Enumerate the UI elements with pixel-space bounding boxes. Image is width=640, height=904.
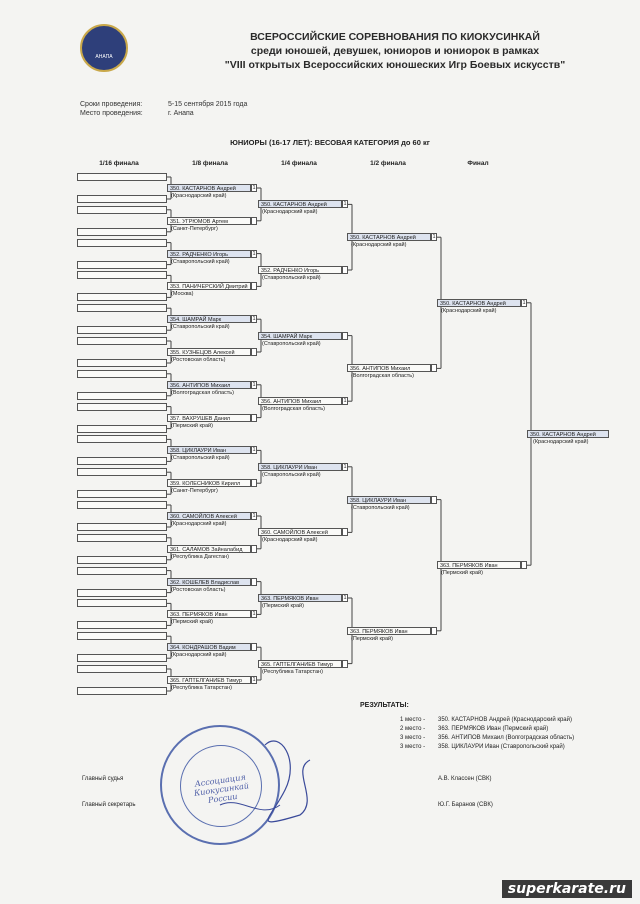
round-16-slot [77, 687, 167, 695]
secretary-name: Ю.Г. Баранов (СВК) [438, 802, 493, 808]
r8-entry-8-region: (Пермский край) [171, 422, 213, 429]
r8-entry-11-region: (Краснодарский край) [171, 521, 227, 527]
r8-entry-13-region: (Ростовская область) [171, 586, 226, 593]
r4-entry-7-score: 1 [343, 595, 347, 601]
secretary-label: Главный секретарь [82, 802, 136, 808]
r8-entry-7-score: 1 [252, 381, 256, 388]
round-16-slot [77, 261, 167, 269]
round-16-slot [77, 567, 167, 575]
r4-entry-4-region: (Волгоградская область) [262, 406, 325, 413]
r8-entry-7-name: 356. АНТИПОВ Михаил [167, 381, 251, 389]
round-16-slot [77, 654, 167, 662]
r4-entry-3-region: (Ставропольский край) [262, 340, 321, 347]
r4-entry-7-region: (Пермский край) [262, 603, 304, 609]
round-16-slot [77, 599, 167, 607]
round-16-slot [77, 392, 167, 400]
result-place-3b: 3 место - [400, 744, 426, 750]
r8-entry-1-region: (Краснодарский край) [171, 193, 227, 199]
r4-entry-8-region: (Республика Татарстан) [262, 668, 323, 675]
result-place-3a: 3 место - [400, 735, 426, 741]
round-16-slot [77, 523, 167, 531]
final-entry-1-name: 350. КАСТАРНОВ Андрей [437, 299, 521, 307]
r8-entry-3-name: 352. РАДЧЕНКО Игорь [167, 250, 251, 258]
result-place-1: 1 место - [400, 717, 426, 723]
r8-entry-13-name: 362. КОШЕЛЕВ Владислав [167, 578, 251, 586]
r2-entry-1-region: (Краснодарский край) [351, 242, 407, 249]
r8-entry-6-name: 355. КУЗНЕЦОВ Алексей [167, 348, 251, 356]
r4-entry-7-name: 363. ПЕРМЯКОВ Иван [258, 594, 342, 602]
r8-entry-5-score: 1 [252, 316, 256, 323]
round-16-slot [77, 665, 167, 673]
round-16-slot [77, 632, 167, 640]
round-16-slot [77, 468, 167, 476]
r4-entry-1-score: 1 [343, 201, 347, 208]
title-line-2: среди юношей, девушек, юниоров и юниорок в рамках [250, 45, 540, 57]
result-text-3a: 356. АНТИПОВ Михаил (Волгоградская область) [438, 735, 575, 741]
round-16-slot [77, 271, 167, 279]
round-16-slot [77, 425, 167, 433]
round-16-slot [77, 239, 167, 247]
r4-entry-5-score: 1 [343, 463, 347, 470]
r2-entry-4-region: (Пермский край) [351, 635, 393, 642]
round-header-8: 1/8 финала [192, 160, 228, 167]
r8-entry-6-region: (Ростовская область) [171, 357, 226, 363]
r2-entry-3-region: (Ставропольский край) [351, 504, 410, 511]
round-16-slot [77, 228, 167, 236]
r8-entry-11-name: 360. САМОЙЛОВ Алексей [167, 512, 251, 520]
r4-entry-2-score [342, 266, 348, 274]
r8-entry-12-region: (Республика Дагестан) [171, 553, 230, 560]
result-text-1: 350. КАСТАРНОВ Андрей (Краснодарский край) [438, 717, 572, 723]
result-place-2: 2 место - [400, 726, 426, 732]
round-16-slot [77, 337, 167, 345]
round-16-slot [77, 403, 167, 411]
r8-entry-6-score [251, 348, 257, 356]
place-value: г. Анапа [168, 110, 194, 117]
r4-entry-8-name: 365. ГАПТЕЛГАНИЕВ Тимур [258, 660, 342, 668]
logo-text: АНАПА [95, 54, 113, 60]
r8-entry-10-score [251, 479, 257, 487]
result-text-2: 363. ПЕРМЯКОВ Иван (Пермский край) [438, 726, 549, 732]
round-16-slot [77, 501, 167, 509]
round-16-slot [77, 589, 167, 597]
round-16-slot [77, 490, 167, 498]
round-header-2: 1/2 финала [370, 160, 406, 167]
r8-entry-16-region: (Республика Татарстан) [171, 685, 232, 691]
final-entry-2-score [521, 561, 527, 569]
r4-entry-6-name: 360. САМОЙЛОВ Алексей [258, 528, 342, 536]
final-entry-2-name: 363. ПЕРМЯКОВ Иван [437, 561, 521, 569]
round-header-final: Финал [467, 160, 489, 167]
results-title: РЕЗУЛЬТАТЫ: [360, 702, 409, 709]
round-16-slot [77, 195, 167, 203]
r4-entry-5-name: 358. ЦИКЛАУРИ Иван [258, 463, 342, 471]
r8-entry-5-name: 354. ШАМРАЙ Марк [167, 315, 251, 323]
r8-entry-3-score: 1 [252, 250, 256, 257]
dates-label: Сроки проведения: [80, 101, 143, 108]
round-16-slot [77, 457, 167, 465]
round-16-slot [77, 206, 167, 214]
r8-entry-2-score [251, 217, 257, 225]
round-16-slot [77, 556, 167, 564]
r8-entry-10-name: 359. КОЛЕСНИКОВ Кирилл [167, 479, 251, 487]
round-16-slot [77, 534, 167, 542]
r2-entry-4-name: 363. ПЕРМЯКОВ Иван [347, 627, 431, 635]
r8-entry-2-region: (Санкт-Петербург) [171, 225, 218, 232]
round-16-slot [77, 304, 167, 312]
judge-label: Главный судья [82, 776, 124, 782]
r4-entry-1-region: (Краснодарский край) [262, 209, 318, 216]
r8-entry-12-score [251, 545, 257, 553]
r2-entry-3-score [431, 496, 437, 504]
stamp-inner-ring [180, 745, 262, 827]
r8-entry-4-region: (Москва) [171, 291, 194, 298]
winner-region: (Краснодарский край) [533, 439, 589, 445]
r8-entry-2-name: 351. УГРЮМОВ Артем [167, 217, 251, 225]
r8-entry-9-score: 1 [252, 447, 256, 454]
round-16-slot [77, 173, 167, 181]
watermark: superkarate.ru [502, 880, 632, 898]
r8-entry-5-region: (Ставропольский край) [171, 324, 230, 331]
r4-entry-3-name: 354. ШАМРАЙ Марк [258, 332, 342, 340]
title-line-1: ВСЕРОССИЙСКИЕ СОРЕВНОВАНИЯ ПО КИОКУСИНКАЙ [250, 31, 540, 43]
final-entry-2-region: (Пермский край) [441, 570, 483, 577]
r8-entry-14-name: 363. ПЕРМЯКОВ Иван [167, 610, 251, 618]
r4-entry-4-name: 356. АНТИПОВ Михаил [258, 397, 342, 405]
winner-name: 350. КАСТАРНОВ Андрей [527, 430, 609, 438]
r4-entry-5-region: (Ставропольский край) [262, 471, 321, 478]
judge-name: А.В. Классен (СВК) [438, 776, 492, 782]
r8-entry-15-region: (Краснодарский край) [171, 652, 227, 659]
r8-entry-4-name: 353. ПАНИЧЕРСКИЙ Дмитрий [167, 282, 251, 290]
r8-entry-9-region: (Ставропольский край) [171, 455, 230, 462]
r8-entry-16-score: 1 [252, 677, 256, 683]
round-header-4: 1/4 финала [281, 160, 317, 167]
r2-entry-1-name: 350. КАСТАРНОВ Андрей [347, 233, 431, 241]
r4-entry-6-region: (Краснодарский край) [262, 537, 318, 544]
r8-entry-8-score [251, 414, 257, 422]
round-16-slot [77, 359, 167, 367]
dates-value: 5-15 сентября 2015 года [168, 101, 248, 108]
round-16-slot [77, 435, 167, 443]
r8-entry-8-name: 357. ВАХРУШЕВ Данил [167, 414, 251, 422]
r8-entry-15-score [251, 643, 257, 651]
place-label: Место проведения: [80, 110, 143, 117]
r8-entry-7-region: (Волгоградская область) [171, 389, 234, 396]
r4-entry-2-region: (Ставропольский край) [262, 275, 321, 281]
official-stamp [160, 725, 280, 845]
result-text-3b: 358. ЦИКЛАУРИ Иван (Ставропольский край) [438, 744, 565, 750]
r4-entry-2-name: 352. РАДЧЕНКО Игорь [258, 266, 342, 274]
r2-entry-2-region: (Волгоградская область) [351, 373, 414, 380]
r2-entry-1-score: 1 [432, 234, 436, 241]
stamp-text: Ассоциация Киокусинкай России [193, 772, 250, 805]
r8-entry-13-score [251, 578, 257, 586]
r2-entry-4-score [431, 627, 437, 635]
round-16-slot [77, 326, 167, 334]
r8-entry-1-score: 1 [252, 185, 256, 191]
r4-entry-3-score [342, 332, 348, 340]
round-16-slot [77, 621, 167, 629]
r4-entry-6-score [342, 528, 348, 536]
r8-entry-11-score: 1 [252, 513, 256, 519]
r8-entry-4-score [251, 282, 257, 290]
category-title: ЮНИОРЫ (16-17 ЛЕТ): ВЕСОВАЯ КАТЕГОРИЯ до 60 кг [230, 138, 430, 147]
r8-entry-3-region: (Ставропольский край) [171, 258, 230, 265]
r8-entry-10-region: (Санкт-Петербург) [171, 488, 218, 495]
r4-entry-1-name: 350. КАСТАРНОВ Андрей [258, 200, 342, 208]
final-entry-1-score: 1 [522, 299, 526, 306]
r8-entry-9-name: 358. ЦИКЛАУРИ Иван [167, 446, 251, 454]
r8-entry-1-name: 350. КАСТАРНОВ Андрей [167, 184, 251, 192]
r4-entry-8-score [342, 660, 348, 668]
round-16-slot [77, 370, 167, 378]
r8-entry-14-region: (Пермский край) [171, 619, 213, 626]
r2-entry-2-name: 356. АНТИПОВ Михаил [347, 364, 431, 372]
r2-entry-3-name: 358. ЦИКЛАУРИ Иван [347, 496, 431, 504]
round-header-16: 1/16 финала [99, 160, 139, 167]
r2-entry-2-score [431, 364, 437, 372]
round-16-slot [77, 293, 167, 301]
final-entry-1-region: (Краснодарский край) [441, 307, 497, 314]
title-line-3: "VIII открытых Всероссийских юношеских Игр Боевых искусств" [224, 59, 566, 71]
r8-entry-16-name: 365. ГАПТЕЛГАНИЕВ Тимур [167, 676, 251, 684]
r8-entry-15-name: 364. КОНДРАШОВ Вадим [167, 643, 251, 651]
r8-entry-14-score: 1 [252, 611, 256, 618]
r4-entry-4-score: 1 [343, 398, 347, 405]
r8-entry-12-name: 361. САЛАМОВ Зайналабид [167, 545, 251, 553]
